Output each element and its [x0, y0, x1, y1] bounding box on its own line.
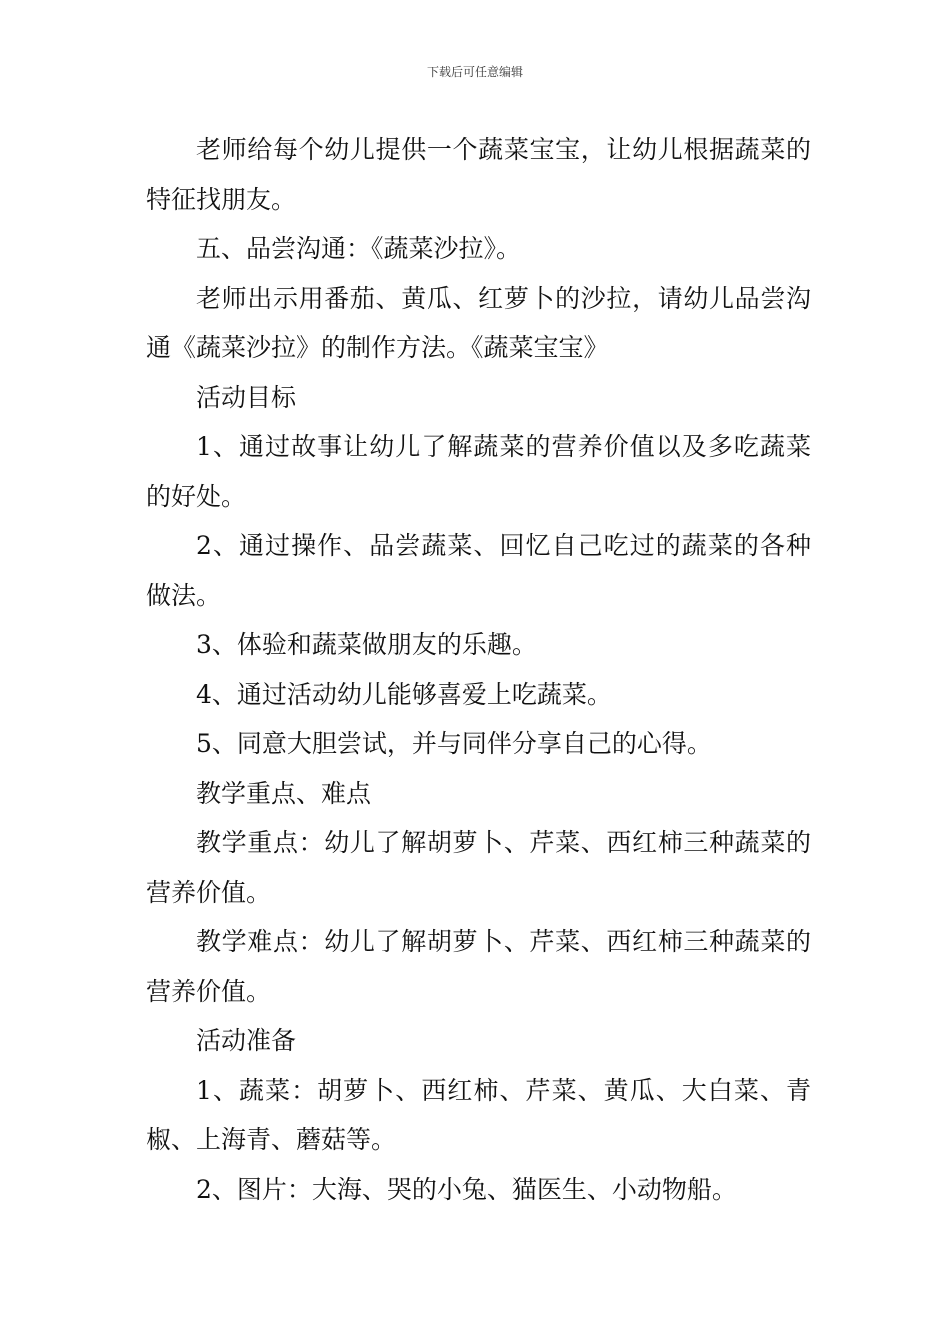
list-item: 2、通过操作、品尝蔬菜、回忆自己吃过的蔬菜的各种做法。: [146, 531, 811, 610]
list-item: 4、通过活动幼儿能够喜爱上吃蔬菜。: [196, 679, 612, 709]
section-heading: 活动目标: [196, 382, 297, 412]
section-heading: 教学重点、难点: [196, 778, 372, 808]
paragraph: 老师出示用番茄、黄瓜、红萝卜的沙拉，请幼儿品尝沟通《蔬菜沙拉》的制作方法。《蔬菜宝宝》: [146, 283, 811, 362]
list-item: 3、体验和蔬菜做朋友的乐趣。: [196, 630, 537, 659]
paragraph: 老师给每个幼儿提供一个蔬菜宝宝，让幼儿根据蔬菜的特征找朋友。: [146, 135, 811, 214]
list-item: 1、通过故事让幼儿了解蔬菜的营养价值以及多吃蔬菜的好处。: [146, 432, 811, 511]
list-item: 2、图片：大海、哭的小兔、猫医生、小动物船。: [196, 1174, 737, 1204]
document-body: [146, 125, 811, 1214]
list-item: 1、蔬菜：胡萝卜、西红柿、芹菜、黄瓜、大白菜、青椒、上海青、蘑菇等。: [146, 1075, 811, 1154]
list-item: 5、同意大胆尝试，并与同伴分享自己的心得。: [196, 729, 712, 758]
section-heading: 活动准备: [196, 1026, 297, 1055]
page-header: 下载后可任意编辑: [426, 65, 523, 79]
paragraph: 教学重点：幼儿了解胡萝卜、芹菜、西红柿三种蔬菜的营养价值。: [146, 828, 811, 907]
section-heading: 五、品尝沟通：《蔬菜沙拉》。: [196, 234, 522, 263]
paragraph: 教学难点：幼儿了解胡萝卜、芹菜、西红柿三种蔬菜的营养价值。: [146, 927, 811, 1006]
